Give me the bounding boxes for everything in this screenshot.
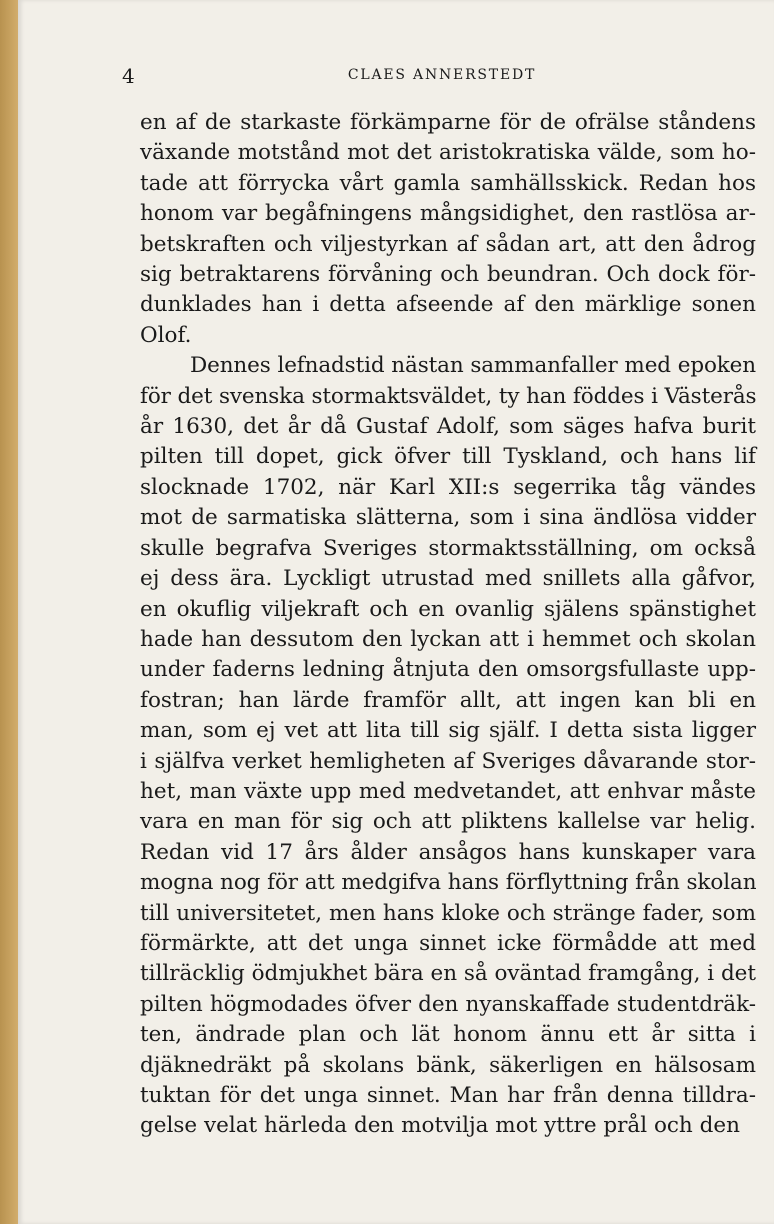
- text-line: till universitetet, men hans kloke och stränge fader, som: [140, 900, 756, 926]
- text-line: i själfva verket hemligheten af Sveriges dåvarande stor-: [140, 748, 756, 774]
- text-line: pilten högmodades öfver den nyanskaffade studentdräk-: [140, 991, 756, 1017]
- text-line: hade han dessutom den lyckan att i hemmet och skolan: [140, 626, 756, 652]
- text-line: gelse velat härleda den motvilja mot yttre prål och den: [140, 1113, 740, 1139]
- text-line: slocknade 1702, när Karl XII:s segerrika tåg vändes: [140, 474, 756, 500]
- text-line: växande motstånd mot det aristokratiska välde, som ho-: [140, 140, 756, 166]
- text-line: ej dess ära. Lyckligt utrustad med snillets alla gåfvor,: [140, 566, 756, 592]
- text-line: för det svenska stormaktsväldet, ty han föddes i Västerås: [140, 383, 757, 409]
- text-line: mogna nog för att medgifva hans förflyttning från skolan: [140, 870, 757, 896]
- text-line: en okuflig viljekraft och en ovanlig själens spänstighet: [140, 596, 756, 622]
- body-text: [140, 108, 756, 1142]
- page-number: 4: [122, 64, 135, 88]
- text-line: Olof.: [140, 322, 192, 348]
- text-line: ten, ändrade plan och lät honom ännu ett år sitta i: [140, 1022, 756, 1048]
- text-line: betskraften och viljestyrkan af sådan art, att den ådrog: [140, 231, 756, 257]
- text-line: tillräcklig ödmjukhet bära en så oväntad framgång, i det: [140, 961, 757, 987]
- running-head: [122, 64, 762, 88]
- text-line: mot de sarmatiska slätterna, som i sina ändlösa vidder: [140, 505, 756, 531]
- text-line: Redan vid 17 års ålder ansågos hans kunskaper vara: [140, 839, 756, 865]
- text-line: under faderns ledning åtnjuta den omsorgsfullaste upp-: [140, 657, 756, 683]
- text-line: en af de starkaste förkämparne för de ofrälse ståndens: [140, 110, 756, 135]
- text-line: man, som ej vet att lita till sig själf. I detta sista ligger: [140, 718, 756, 744]
- book-binding-edge: [0, 0, 18, 1224]
- text-line: år 1630, det år då Gustaf Adolf, som säges hafva burit: [140, 414, 756, 440]
- text-line: fostran; han lärde framför allt, att ingen kan bli en: [140, 687, 756, 713]
- text-line: förmärkte, att det unga sinnet icke förmådde att med: [140, 930, 756, 956]
- text-line: Dennes lefnadstid nästan sammanfaller med epoken: [190, 353, 756, 379]
- text-line: sig betraktarens förvåning och beundran. Och dock för-: [140, 262, 756, 288]
- running-title: CLAES ANNERSTEDT: [347, 67, 537, 83]
- text-line: tuktan för det unga sinnet. Man har från denna tilldra-: [140, 1083, 756, 1108]
- text-line: pilten till dopet, gick öfver till Tyskland, och hans lif: [140, 444, 756, 470]
- text-line: het, man växte upp med medvetandet, att enhvar måste: [140, 778, 756, 804]
- text-line: dunklades han i detta afseende af den märklige sonen: [140, 292, 756, 318]
- text-line: vara en man för sig och att pliktens kallelse var helig.: [140, 809, 756, 835]
- text-line: skulle begrafva Sveriges stormaktsställning, om också: [140, 535, 756, 561]
- text-line: tade att förrycka vårt gamla samhällsskick. Redan hos: [140, 170, 756, 196]
- text-line: honom var begåfningens mångsidighet, den rastlösa ar-: [140, 201, 756, 227]
- text-line: djäknedräkt på skolans bänk, säkerligen en hälsosam: [140, 1052, 756, 1078]
